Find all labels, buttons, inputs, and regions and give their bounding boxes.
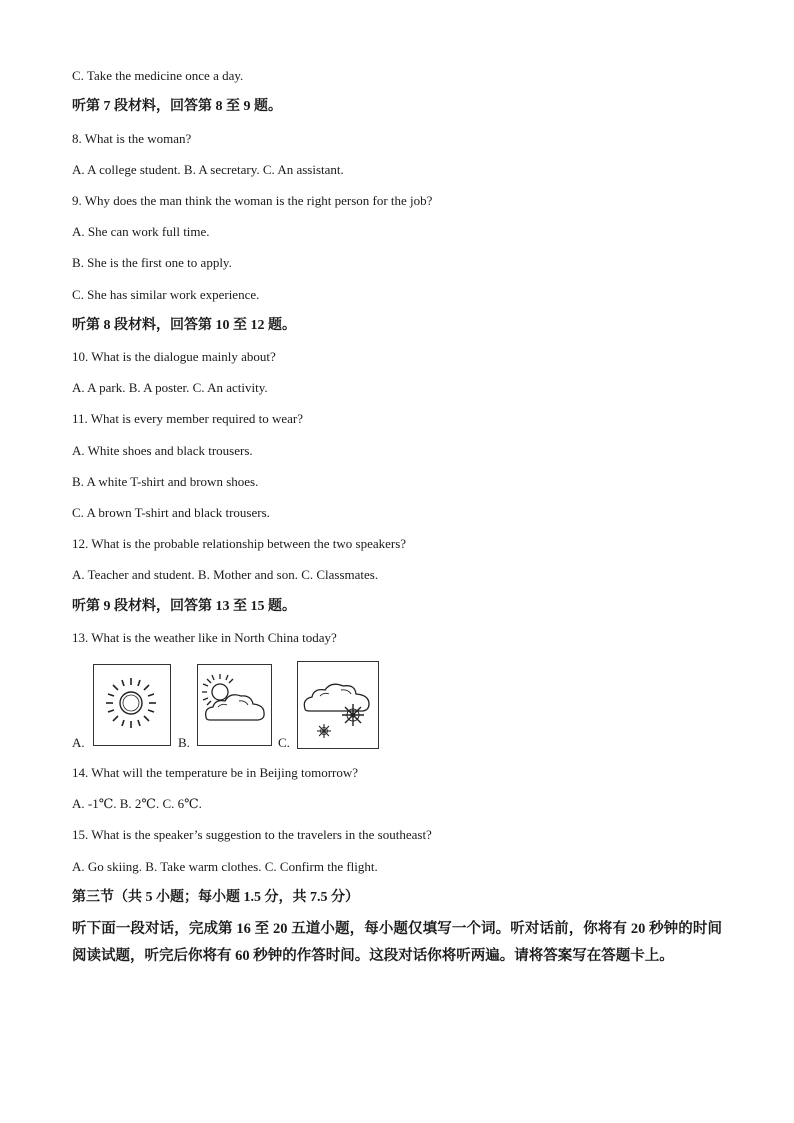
question-9-option-b: B. She is the first one to apply. [72, 255, 232, 270]
sun-icon [93, 664, 171, 746]
section-heading-8: 听第 8 段材料，回答第 10 至 12 题。 [72, 318, 296, 333]
section-three-instructions: 听下面一段对话，完成第 16 至 20 五道小题，每小题仅填写一个词。听对话前，你将有 20 秒钟的时间阅读试题，听完后你将有 60 秒钟的作答时间。这段对话你将听两遍。请将答案写在答题卡上。 [72, 921, 722, 964]
question-9: 9. Why does the man think the woman is the right person for the job? [72, 193, 433, 208]
question-11-option-a: A. White shoes and black trousers. [72, 443, 253, 458]
option-a-label: A. [72, 735, 85, 750]
sun-behind-cloud-icon [197, 664, 272, 746]
question-8: 8. What is the woman? [72, 131, 192, 146]
section-heading-7: 听第 7 段材料，回答第 8 至 9 题。 [72, 99, 282, 114]
option-c-label: C. [278, 735, 290, 750]
question-12-options: A. Teacher and student. B. Mother and son. C. Classmates. [72, 567, 379, 582]
answer-option-c: C. Take the medicine once a day. [72, 68, 244, 83]
question-12: 12. What is the probable relationship between the two speakers? [72, 536, 407, 551]
question-15: 15. What is the speaker’s suggestion to the travelers in the southeast? [72, 827, 432, 842]
question-9-option-c: C. She has similar work experience. [72, 287, 260, 302]
section-heading-9: 听第 9 段材料，回答第 13 至 15 题。 [72, 599, 296, 614]
question-11-option-b: B. A white T-shirt and brown shoes. [72, 474, 259, 489]
question-9-option-a: A. She can work full time. [72, 224, 210, 239]
option-b-label: B. [178, 735, 190, 750]
question-8-options: A. A college student. B. A secretary. C. An assistant. [72, 162, 344, 177]
question-11: 11. What is every member required to wear? [72, 411, 304, 426]
question-10: 10. What is the dialogue mainly about? [72, 349, 276, 364]
question-10-options: A. A park. B. A poster. C. An activity. [72, 380, 268, 395]
question-13: 13. What is the weather like in North China today? [72, 630, 337, 645]
section-three-heading: 第三节（共 5 小题；每小题 1.5 分，共 7.5 分） [72, 890, 359, 905]
cloud-with-snowflakes-icon [297, 661, 379, 749]
question-15-options: A. Go skiing. B. Take warm clothes. C. Confirm the flight. [72, 859, 378, 874]
question-14: 14. What will the temperature be in Beijing tomorrow? [72, 765, 359, 780]
question-14-options: A. -1℃. B. 2℃. C. 6℃. [72, 796, 202, 811]
question-11-option-c: C. A brown T-shirt and black trousers. [72, 505, 270, 520]
